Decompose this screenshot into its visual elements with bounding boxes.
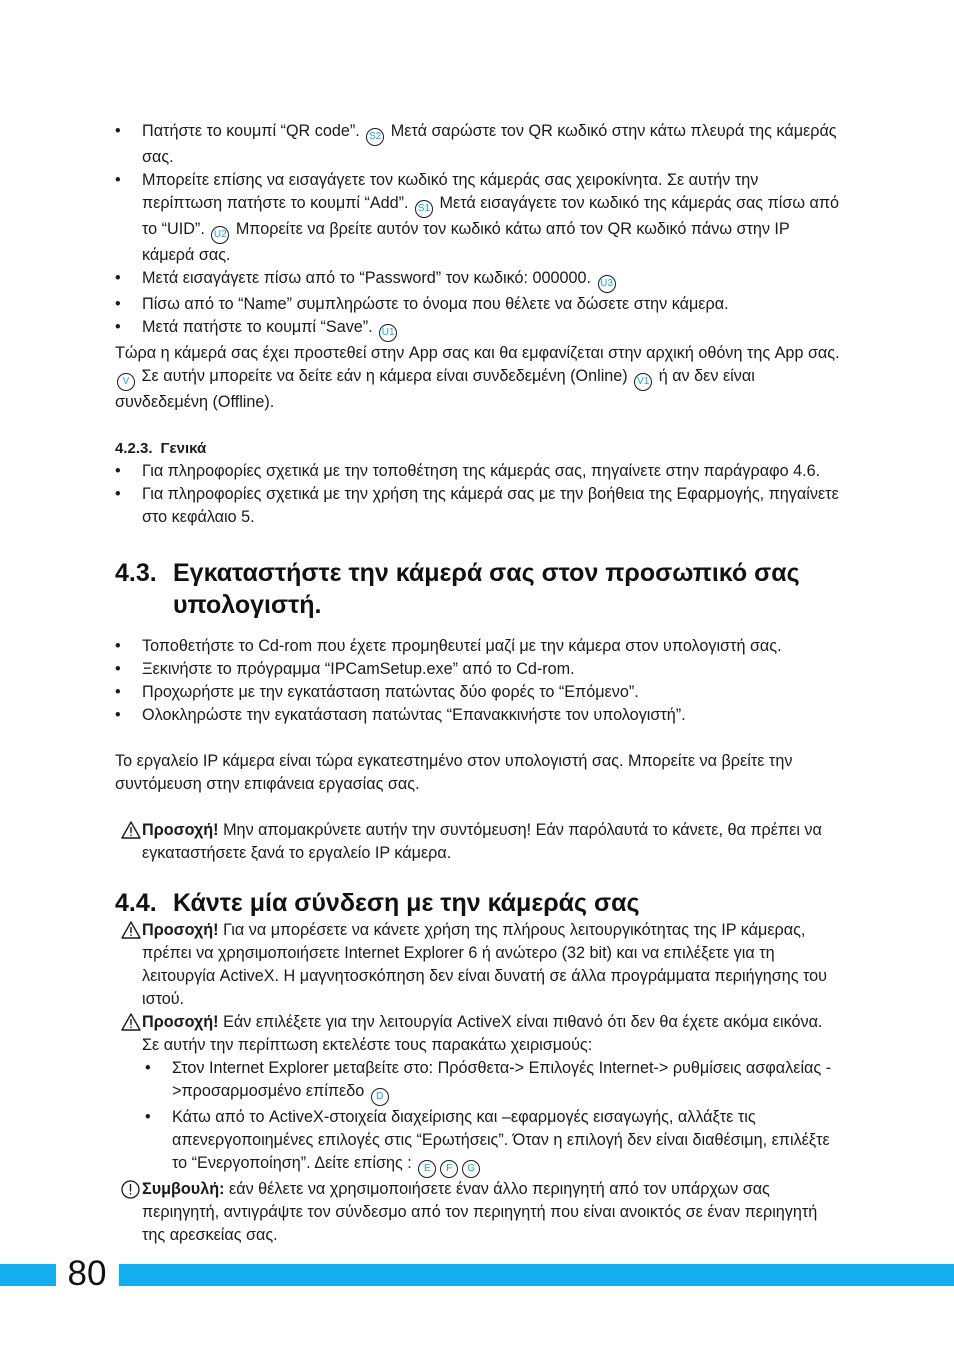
list-item: • Ξεκινήστε το πρόγραμμα “IPCamSetup.exe” από το Cd-rom.: [115, 658, 841, 681]
exclamation-circle-icon: [121, 1180, 140, 1206]
callout-badge-d: D: [371, 1088, 389, 1106]
callout-badge-v: V: [117, 373, 135, 391]
callout-badge-u1: U1: [379, 324, 397, 342]
list-item: • Μετά εισαγάγετε πίσω από το “Password” τον κωδικό: 000000. U3: [115, 267, 841, 293]
list-item: • Για πληροφορίες σχετικά με την χρήση της κάμερά σας με την βοήθεια της Εφαρμογής, πηγαίνετε στο κεφάλαιο 5.: [115, 483, 841, 529]
warning-note: Προσοχή! Για να μπορέσετε να κάνετε χρήση της πλήρους λειτουργικότητας της IP κάμερας, πρέπει να χρησιμοποιήσετε Internet Explorer 6 ή ανώτερο (32 bit) και να επιλέξετε για τη λειτουργία ActiveX. Η μαγνητοσκόπηση δεν είναι δυνατή σε άλλα προγράμματα περιήγησης του ιστού.: [115, 919, 841, 1011]
callout-badge-u3: U3: [598, 275, 616, 293]
intro-paragraph: Τώρα η κάμερά σας έχει προστεθεί στην App σας και θα εμφανίζεται στην αρχική οθόνη της App σας.V Σε αυτήν μπορείτε να δείτε εάν η κάμερα είναι συνδεδεμένη (Online) V1 ή αν δεν είναι συνδεδεμένη (Offline).: [115, 344, 840, 411]
intro-bullet-list: [115, 120, 841, 342]
install-paragraph: Το εργαλείο IP κάμερα είναι τώρα εγκατεστημένο στον υπολογιστή σας. Μπορείτε να βρείτε την συντόμευση στην επιφάνεια εργασίας σας.: [115, 752, 793, 793]
callout-badge-v1: V1: [634, 373, 652, 391]
page-content: [115, 120, 841, 1247]
warning-note: Προσοχή! Εάν επιλέξετε για την λειτουργία ActiveX είναι πιθανό ότι δεν θα έχετε ακόμα εικόνα. Σε αυτήν την περίπτωση εκτελέστε τους παρακάτω χειρισμούς: • Στον Internet Explorer μεταβείτε στο: Πρόσθετα-> Επιλογές Internet-> ρυθμίσεις ασφαλείας ->προσαρμοσμένο επίπεδο D • Κάτω από το ActiveX-στοιχεία διαχείρισης και –εφαρμογές εισαγωγής, αλλάξτε τις απενεργοποιημένες επιλογές στις “Ερωτήσεις”. Όταν η επιλογή δεν είναι διαθέσιμη, επιλέξτε το “Ενεργοποίηση”. Δείτε επίσης : E F G: [115, 1011, 841, 1178]
general-bullet-list: [115, 460, 841, 529]
warning-label: Προσοχή!: [142, 1013, 219, 1031]
section-heading-4-4: 4.4. Κάντε μία σύνδεση με την κάμεράς σας: [115, 889, 640, 917]
callout-badge-u2: U2: [211, 226, 229, 244]
list-item: • Προχωρήστε με την εγκατάσταση πατώντας δύο φορές το “Επόμενο”.: [115, 681, 841, 704]
list-item: • Μετά πατήστε το κουμπί “Save”. U1: [115, 316, 841, 342]
callout-badge-g: G: [462, 1160, 480, 1178]
footer-accent-bar-right: [119, 1264, 954, 1286]
subsection-heading-4-2-3: 4.2.3. Γενικά: [115, 440, 207, 457]
tip-note: Συμβουλή: εάν θέλετε να χρησιμοποιήσετε έναν άλλο περιηγητή από τον υπάρχων σας περιηγητή, αντιγράψτε τον σύνδεσμο από τον περιηγητή που είναι ανοικτός σε έναν περιηγητή της αρεσκείας σας.: [115, 1178, 841, 1247]
list-item: • Πατήστε το κουμπί “QR code”. S2 Μετά σαρώστε τον QR κωδικό στην κάτω πλευρά της κάμεράς σας.: [115, 120, 841, 169]
list-item: • Τοποθετήστε το Cd-rom που έχετε προμηθευτεί μαζί με την κάμερα στον υπολογιστή σας.: [115, 635, 841, 658]
warning-label: Προσοχή!: [142, 921, 219, 939]
warning-label: Προσοχή!: [142, 821, 219, 839]
warning-triangle-icon: [121, 921, 141, 946]
footer-accent-bar-left: [0, 1264, 56, 1286]
install-bullet-list: [115, 635, 841, 727]
warning-note: Προσοχή! Μην απομακρύνετε αυτήν την συντόμευση! Εάν παρόλαυτά το κάνετε, θα πρέπει να εγκαταστήσετε ξανά το εργαλείο IP κάμερα.: [115, 819, 841, 865]
tip-label: Συμβουλή:: [142, 1180, 225, 1198]
list-item: • Κάτω από το ActiveX-στοιχεία διαχείρισης και –εφαρμογές εισαγωγής, αλλάξτε τις απενεργοποιημένες επιλογές στις “Ερωτήσεις”. Όταν η επιλογή δεν είναι διαθέσιμη, επιλέξτε το “Ενεργοποίηση”. Δείτε επίσης : E F G: [145, 1106, 841, 1178]
list-item: • Ολοκληρώστε την εγκατάσταση πατώντας “Επανακκινήστε τον υπολογιστή”.: [115, 704, 841, 727]
callout-badge-f: F: [440, 1160, 458, 1178]
list-item: • Για πληροφορίες σχετικά με την τοποθέτηση της κάμεράς σας, πηγαίνετε στην παράγραφο 4.6.: [115, 460, 841, 483]
page-number: 80: [67, 1254, 107, 1293]
warning-triangle-icon: [121, 821, 141, 846]
list-item: • Πίσω από το “Name” συμπληρώστε το όνομα που θέλετε να δώσετε στην κάμερα.: [115, 293, 841, 316]
section-heading-4-3: 4.3. Εγκαταστήστε την κάμερά σας στον προσωπικό σας υπολογιστή.: [115, 559, 800, 619]
warning-triangle-icon: [121, 1013, 141, 1038]
callout-badge-s2: S2: [366, 128, 384, 146]
callout-badge-s1: S1: [415, 200, 433, 218]
list-item: • Στον Internet Explorer μεταβείτε στο: Πρόσθετα-> Επιλογές Internet-> ρυθμίσεις ασφαλείας ->προσαρμοσμένο επίπεδο D: [145, 1057, 841, 1106]
list-item: • Μπορείτε επίσης να εισαγάγετε τον κωδικό της κάμεράς σας χειροκίνητα. Σε αυτήν την περίπτωση πατήστε το κουμπί “Add”. S1 Μετά εισαγάγετε τον κωδικό της κάμεράς σας πίσω από το “UID”. U2 Μπορείτε να βρείτε αυτόν τον κωδικό κάτω από τον QR κωδικό πάνω στην IP κάμερά σας.: [115, 169, 841, 267]
activex-steps-list: [145, 1057, 841, 1178]
callout-badge-e: E: [418, 1160, 436, 1178]
